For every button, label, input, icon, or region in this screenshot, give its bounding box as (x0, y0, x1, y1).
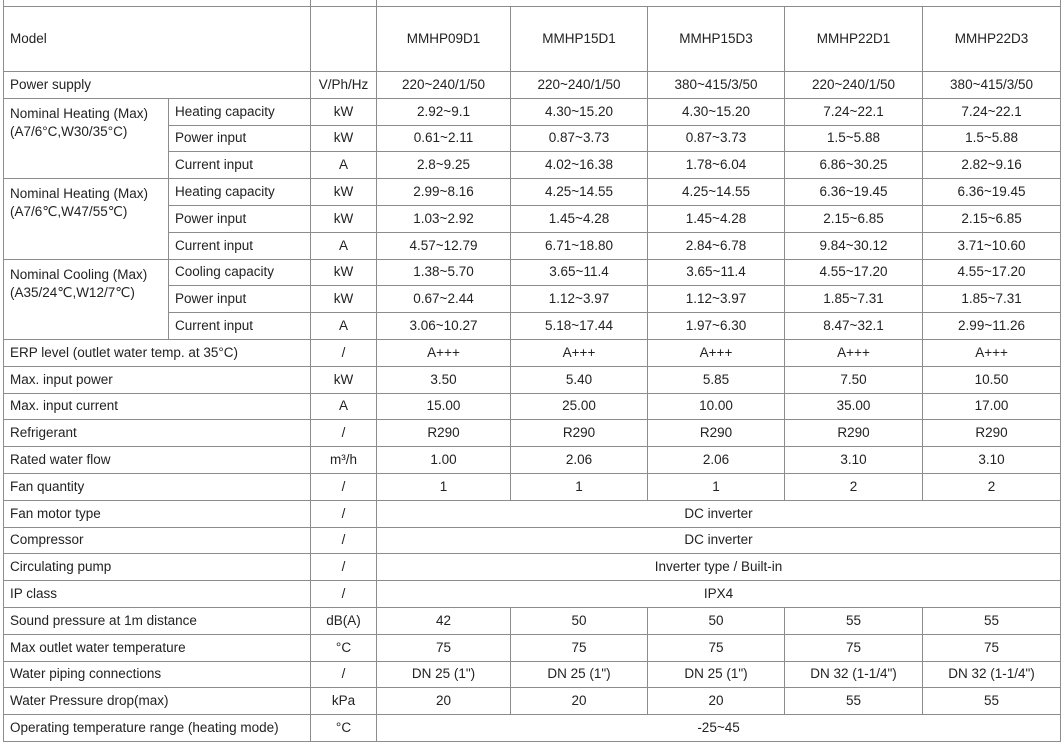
row-unit: °C (311, 715, 377, 742)
spec-table (3, 0, 1061, 742)
row-value: 55 (785, 688, 923, 715)
row-label: Operating temperature range (heating mode) (4, 715, 311, 742)
row-value: 1.5~5.88 (785, 125, 923, 152)
row-label: IP class (4, 581, 311, 608)
row-value: A+++ (923, 339, 1061, 366)
row-value: 6.36~19.45 (923, 179, 1061, 206)
model-name: MMHP22D1 (785, 7, 923, 72)
row-label: Fan motor type (4, 500, 311, 527)
row-value: DN 25 (1") (511, 661, 648, 688)
table-row (4, 393, 1061, 420)
row-label: Water Pressure drop(max) (4, 688, 311, 715)
row-value: 1.12~3.97 (648, 286, 785, 313)
row-value: 1.45~4.28 (511, 205, 648, 232)
row-label: Power supply (4, 72, 311, 99)
row-value: R290 (648, 420, 785, 447)
header-row (4, 7, 1061, 72)
row-value: 1.12~3.97 (511, 286, 648, 313)
table-row (4, 581, 1061, 608)
row-unit: kW (311, 286, 377, 313)
row-value: 3.65~11.4 (648, 259, 785, 286)
row-unit: °C (311, 634, 377, 661)
row-value: 1.45~4.28 (648, 205, 785, 232)
row-value: 2 (923, 473, 1061, 500)
row-value: 0.87~3.73 (648, 125, 785, 152)
row-value-span: DC inverter (377, 527, 1061, 554)
row-label: Circulating pump (4, 554, 311, 581)
table-row (4, 634, 1061, 661)
model-name: MMHP15D3 (648, 7, 785, 72)
table-row (4, 420, 1061, 447)
row-label: Max. input power (4, 366, 311, 393)
row-value: 75 (511, 634, 648, 661)
model-name: MMHP15D1 (511, 7, 648, 72)
row-value: 2.15~6.85 (785, 205, 923, 232)
row-value: 25.00 (511, 393, 648, 420)
row-value: 3.50 (377, 366, 511, 393)
row-label: ERP level (outlet water temp. at 35°C) (4, 339, 311, 366)
row-value: 4.25~14.55 (648, 179, 785, 206)
row-value: 2.99~11.26 (923, 313, 1061, 340)
row-label: Sound pressure at 1m distance (4, 607, 311, 634)
row-value: 9.84~30.12 (785, 232, 923, 259)
row-value: 3.10 (785, 447, 923, 474)
row-unit: kW (311, 98, 377, 125)
model-label: Model (4, 7, 311, 72)
row-label: Max. input current (4, 393, 311, 420)
row-value: 20 (648, 688, 785, 715)
row-value: 1 (511, 473, 648, 500)
table-row (4, 98, 1061, 125)
row-unit: kW (311, 259, 377, 286)
row-value: 3.71~10.60 (923, 232, 1061, 259)
row-value: 0.67~2.44 (377, 286, 511, 313)
row-value: 4.30~15.20 (648, 98, 785, 125)
row-unit: / (311, 581, 377, 608)
row-value: 1.78~6.04 (648, 152, 785, 179)
row-value-span: -25~45 (377, 715, 1061, 742)
row-value: 20 (511, 688, 648, 715)
row-value: 55 (785, 607, 923, 634)
row-value: 10.00 (648, 393, 785, 420)
row-value: 2.8~9.25 (377, 152, 511, 179)
row-unit: / (311, 420, 377, 447)
row-label: Power input (169, 125, 311, 152)
row-value: DN 25 (1") (648, 661, 785, 688)
row-value: 1.85~7.31 (923, 286, 1061, 313)
row-value: 4.55~17.20 (785, 259, 923, 286)
row-value: DN 32 (1-1/4") (923, 661, 1061, 688)
row-value: 1.03~2.92 (377, 205, 511, 232)
row-value: 10.50 (923, 366, 1061, 393)
group-label-line: Nominal Heating (Max) (10, 186, 149, 202)
row-unit: kW (311, 366, 377, 393)
row-unit: / (311, 473, 377, 500)
row-unit: kW (311, 205, 377, 232)
row-value: 380~415/3/50 (923, 72, 1061, 99)
row-value: 6.86~30.25 (785, 152, 923, 179)
row-value: 3.10 (923, 447, 1061, 474)
row-unit: kW (311, 125, 377, 152)
row-value: 1 (648, 473, 785, 500)
row-unit: / (311, 554, 377, 581)
group-condition: (A7/6℃,W47/55℃) (10, 204, 128, 220)
row-value: 1.38~5.70 (377, 259, 511, 286)
row-value: 17.00 (923, 393, 1061, 420)
row-label: Heating capacity (169, 179, 311, 206)
row-value: DN 32 (1-1/4") (785, 661, 923, 688)
row-value: 5.40 (511, 366, 648, 393)
row-unit: A (311, 152, 377, 179)
row-value: R290 (511, 420, 648, 447)
row-value: 1.00 (377, 447, 511, 474)
table-row (4, 366, 1061, 393)
row-value: R290 (785, 420, 923, 447)
row-unit: A (311, 313, 377, 340)
row-value: A+++ (511, 339, 648, 366)
row-value: A+++ (377, 339, 511, 366)
row-value: 50 (648, 607, 785, 634)
row-unit: kW (311, 179, 377, 206)
row-label: Water piping connections (4, 661, 311, 688)
row-value: 220~240/1/50 (511, 72, 648, 99)
row-value: 4.57~12.79 (377, 232, 511, 259)
row-unit: A (311, 232, 377, 259)
row-value: A+++ (648, 339, 785, 366)
table-row (4, 688, 1061, 715)
row-label: Power input (169, 205, 311, 232)
table-row (4, 715, 1061, 742)
row-value: 35.00 (785, 393, 923, 420)
row-value: 5.18~17.44 (511, 313, 648, 340)
row-value: 0.61~2.11 (377, 125, 511, 152)
row-label: Compressor (4, 527, 311, 554)
table-row (4, 527, 1061, 554)
row-label: Max outlet water temperature (4, 634, 311, 661)
group-label (4, 98, 169, 178)
row-value: 2 (785, 473, 923, 500)
row-value: 1.5~5.88 (923, 125, 1061, 152)
row-label: Rated water flow (4, 447, 311, 474)
row-value: 3.06~10.27 (377, 313, 511, 340)
row-value: 75 (377, 634, 511, 661)
row-label: Refrigerant (4, 420, 311, 447)
group-label-line: Nominal Cooling (Max) (10, 266, 148, 282)
row-label: Fan quantity (4, 473, 311, 500)
row-value: 2.15~6.85 (923, 205, 1061, 232)
row-unit: m³/h (311, 447, 377, 474)
row-value: 220~240/1/50 (785, 72, 923, 99)
table-row (4, 607, 1061, 634)
row-value: 42 (377, 607, 511, 634)
table-row (4, 259, 1061, 286)
row-value: DN 25 (1") (377, 661, 511, 688)
row-value: 2.84~6.78 (648, 232, 785, 259)
row-value-span: IPX4 (377, 581, 1061, 608)
group-label (4, 179, 169, 259)
row-value: 4.25~14.55 (511, 179, 648, 206)
row-label: Current input (169, 232, 311, 259)
row-label: Current input (169, 152, 311, 179)
row-value: 1.85~7.31 (785, 286, 923, 313)
row-value: 7.24~22.1 (923, 98, 1061, 125)
row-value-span: DC inverter (377, 500, 1061, 527)
row-value: 380~415/3/50 (648, 72, 785, 99)
row-value: 55 (923, 607, 1061, 634)
row-value-span: Inverter type / Built-in (377, 554, 1061, 581)
group-condition: (A7/6°C,W30/35°C) (10, 123, 128, 139)
row-value: R290 (923, 420, 1061, 447)
table-row (4, 661, 1061, 688)
row-value: 75 (648, 634, 785, 661)
row-value: 4.55~17.20 (923, 259, 1061, 286)
table-row (4, 179, 1061, 206)
row-unit: dB(A) (311, 607, 377, 634)
table-row (4, 554, 1061, 581)
row-label: Power input (169, 286, 311, 313)
row-value: 6.36~19.45 (785, 179, 923, 206)
row-value: 75 (785, 634, 923, 661)
row-unit: V/Ph/Hz (311, 72, 377, 99)
model-name: MMHP09D1 (377, 7, 511, 72)
row-unit: / (311, 661, 377, 688)
row-value: 6.71~18.80 (511, 232, 648, 259)
row-value: 5.85 (648, 366, 785, 393)
row-value: 55 (923, 688, 1061, 715)
table-row (4, 473, 1061, 500)
row-value: A+++ (785, 339, 923, 366)
row-value: 8.47~32.1 (785, 313, 923, 340)
row-value: 0.87~3.73 (511, 125, 648, 152)
table-row (4, 500, 1061, 527)
row-unit: / (311, 500, 377, 527)
row-label: Current input (169, 313, 311, 340)
row-label: Heating capacity (169, 98, 311, 125)
row-value: 2.06 (511, 447, 648, 474)
row-value: 7.24~22.1 (785, 98, 923, 125)
row-value: 3.65~11.4 (511, 259, 648, 286)
row-value: R290 (377, 420, 511, 447)
group-label-line: Nominal Heating (Max) (10, 105, 149, 121)
model-name: MMHP22D3 (923, 7, 1061, 72)
row-unit: / (311, 527, 377, 554)
unit-header (311, 7, 377, 72)
table-row (4, 339, 1061, 366)
row-value: 15.00 (377, 393, 511, 420)
row-value: 20 (377, 688, 511, 715)
table-row (4, 447, 1061, 474)
row-unit: / (311, 339, 377, 366)
group-label (4, 259, 169, 339)
row-value: 2.92~9.1 (377, 98, 511, 125)
row-unit: kPa (311, 688, 377, 715)
row-value: 2.06 (648, 447, 785, 474)
row-value: 7.50 (785, 366, 923, 393)
row-value: 2.82~9.16 (923, 152, 1061, 179)
row-unit: A (311, 393, 377, 420)
row-value: 50 (511, 607, 648, 634)
row-value: 4.30~15.20 (511, 98, 648, 125)
power-supply-row (4, 72, 1061, 99)
row-value: 75 (923, 634, 1061, 661)
group-condition: (A35/24℃,W12/7℃) (10, 284, 135, 300)
row-value: 1.97~6.30 (648, 313, 785, 340)
row-value: 1 (377, 473, 511, 500)
row-value: 4.02~16.38 (511, 152, 648, 179)
row-value: 2.99~8.16 (377, 179, 511, 206)
row-label: Cooling capacity (169, 259, 311, 286)
row-value: 220~240/1/50 (377, 72, 511, 99)
